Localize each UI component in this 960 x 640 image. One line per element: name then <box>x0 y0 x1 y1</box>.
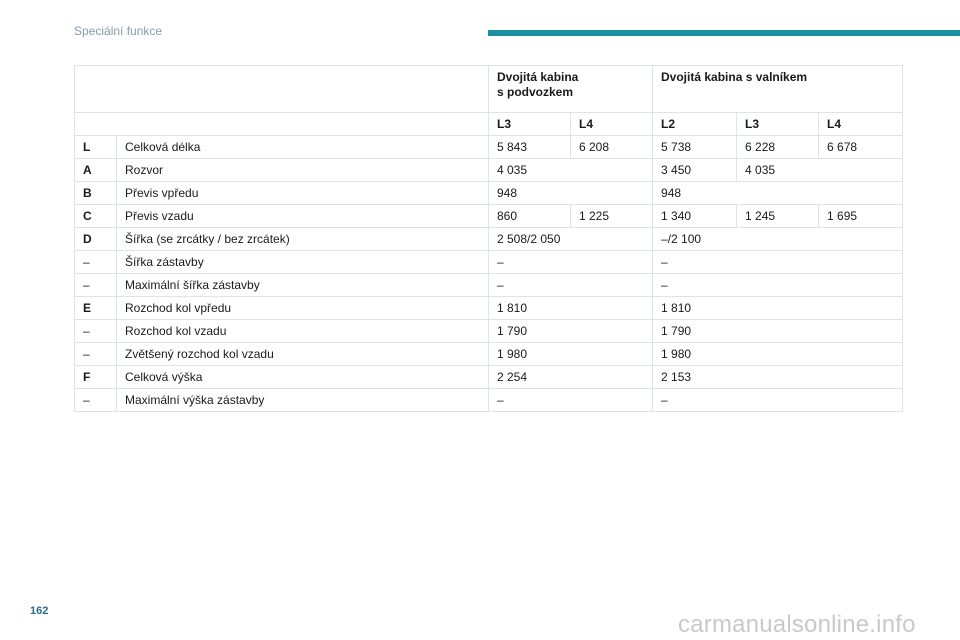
row-code: D <box>75 228 117 251</box>
subheader-cell: L4 <box>571 113 653 136</box>
row-value: 948 <box>653 182 903 205</box>
header-cab-platform: Dvojitá kabina s valníkem <box>653 66 903 113</box>
row-value: 2 508/2 050 <box>489 228 653 251</box>
table-subheader-row <box>75 113 903 136</box>
header-cab-chassis-line2: s podvozkem <box>497 85 574 99</box>
table-group-header-row <box>75 66 903 113</box>
row-label: Maximální výška zástavby <box>117 389 489 412</box>
row-value: 1 245 <box>737 205 819 228</box>
table-subheader-empty <box>75 113 489 136</box>
dimensions-table <box>74 65 903 412</box>
row-value: – <box>489 251 653 274</box>
row-label: Převis vpředu <box>117 182 489 205</box>
row-value: 2 153 <box>653 366 903 389</box>
table-row <box>75 251 903 274</box>
row-value: 1 790 <box>489 320 653 343</box>
subheader-cell: L3 <box>737 113 819 136</box>
row-code: E <box>75 297 117 320</box>
row-label: Šířka zástavby <box>117 251 489 274</box>
row-value: – <box>653 274 903 297</box>
row-value: 948 <box>489 182 653 205</box>
row-label: Zvětšený rozchod kol vzadu <box>117 343 489 366</box>
row-code: A <box>75 159 117 182</box>
row-code: – <box>75 251 117 274</box>
row-label: Rozvor <box>117 159 489 182</box>
row-code: L <box>75 136 117 159</box>
row-value: 1 340 <box>653 205 737 228</box>
watermark: carmanualsonline.info <box>678 611 916 638</box>
row-value: 4 035 <box>489 159 653 182</box>
row-label: Rozchod kol vpředu <box>117 297 489 320</box>
row-label: Maximální šířka zástavby <box>117 274 489 297</box>
row-value: – <box>489 389 653 412</box>
row-label: Šířka (se zrcátky / bez zrcátek) <box>117 228 489 251</box>
row-value: 6 208 <box>571 136 653 159</box>
row-value: 1 225 <box>571 205 653 228</box>
row-value: – <box>653 389 903 412</box>
table-row <box>75 389 903 412</box>
row-value: 5 738 <box>653 136 737 159</box>
row-code: B <box>75 182 117 205</box>
row-code: C <box>75 205 117 228</box>
row-value: – <box>489 274 653 297</box>
row-value: – <box>653 251 903 274</box>
accent-bar <box>488 30 960 36</box>
row-value: 1 790 <box>653 320 903 343</box>
row-code: – <box>75 343 117 366</box>
table-row <box>75 366 903 389</box>
table-header-empty <box>75 66 489 113</box>
row-code: – <box>75 320 117 343</box>
page-number: 162 <box>30 605 49 617</box>
row-value: –/2 100 <box>653 228 903 251</box>
row-value: 6 228 <box>737 136 819 159</box>
table-row <box>75 159 903 182</box>
table-row <box>75 182 903 205</box>
row-value: 1 980 <box>653 343 903 366</box>
row-code: – <box>75 274 117 297</box>
table-row <box>75 343 903 366</box>
table-row <box>75 274 903 297</box>
row-value: 3 450 <box>653 159 737 182</box>
header-cab-chassis <box>489 66 653 113</box>
row-value: 4 035 <box>737 159 903 182</box>
header-cab-chassis-line1: Dvojitá kabina <box>497 70 579 84</box>
row-label: Rozchod kol vzadu <box>117 320 489 343</box>
subheader-cell: L2 <box>653 113 737 136</box>
subheader-cell: L3 <box>489 113 571 136</box>
section-title: Speciální funkce <box>74 24 163 38</box>
table-row <box>75 297 903 320</box>
row-label: Celková délka <box>117 136 489 159</box>
row-value: 2 254 <box>489 366 653 389</box>
row-value: 5 843 <box>489 136 571 159</box>
row-value: 6 678 <box>819 136 903 159</box>
subheader-cell: L4 <box>819 113 903 136</box>
row-value: 1 980 <box>489 343 653 366</box>
row-value: 1 810 <box>653 297 903 320</box>
table-row <box>75 320 903 343</box>
table-row <box>75 205 903 228</box>
row-value: 1 810 <box>489 297 653 320</box>
table-row <box>75 228 903 251</box>
row-value: 1 695 <box>819 205 903 228</box>
row-label: Celková výška <box>117 366 489 389</box>
row-label: Převis vzadu <box>117 205 489 228</box>
table-row <box>75 136 903 159</box>
row-code: F <box>75 366 117 389</box>
row-code: – <box>75 389 117 412</box>
row-value: 860 <box>489 205 571 228</box>
